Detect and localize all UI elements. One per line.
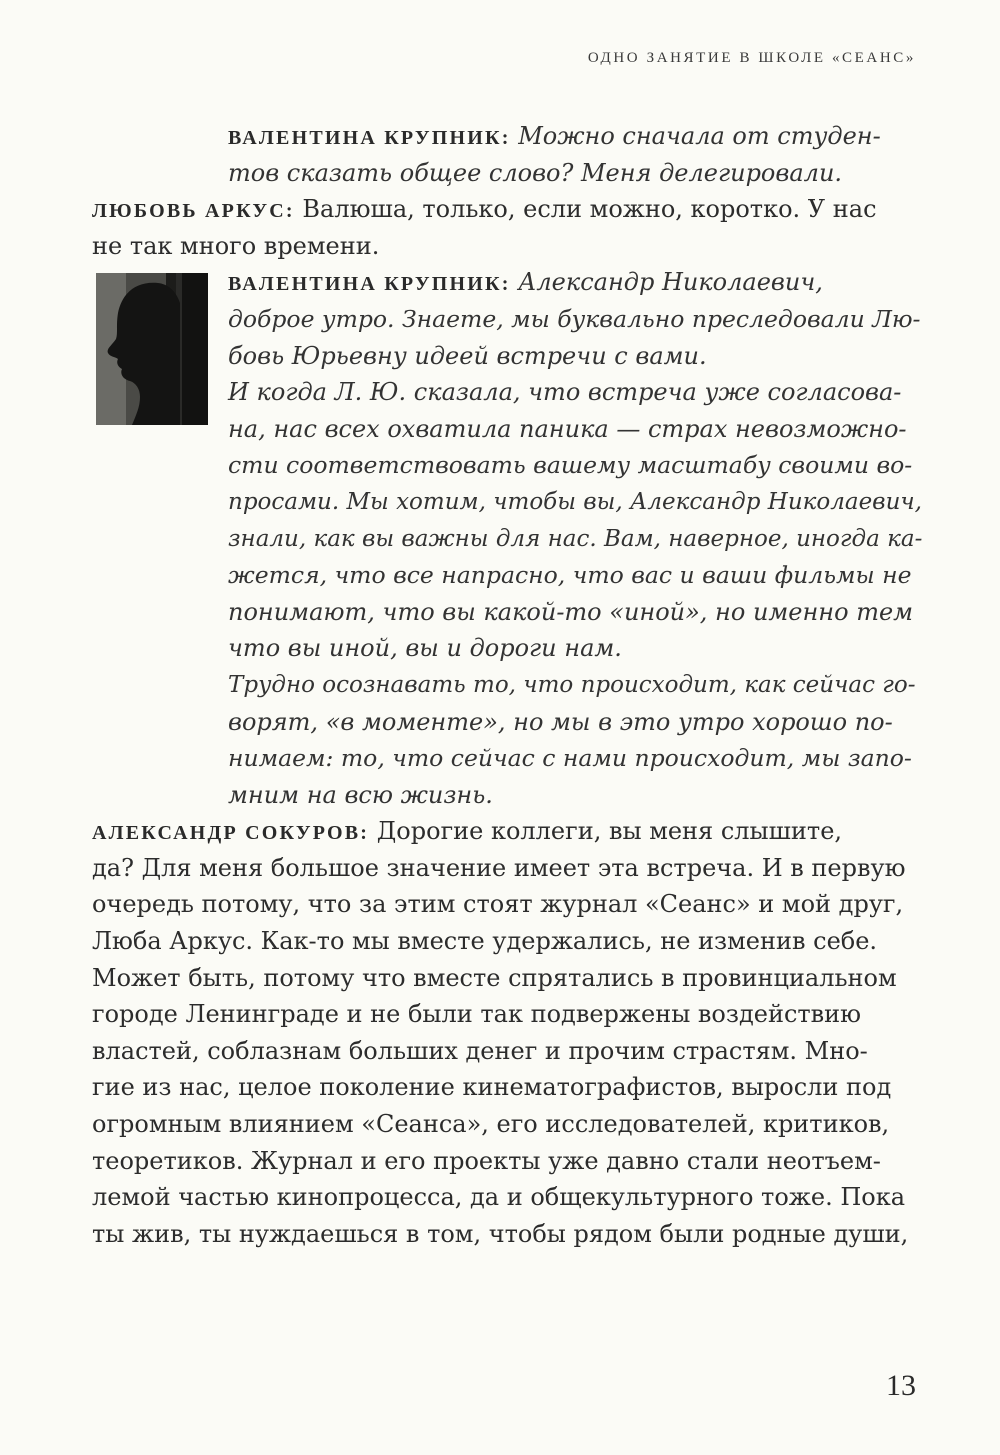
text-line: Люба Аркус. Как-то мы вместе удержались, не изменив себе. (92, 927, 878, 956)
text-line: да? Для меня большое значение имеет эта встреча. И в первую (92, 853, 906, 882)
text-line: Может быть, потому что вместе спрятались в провинциальном (92, 963, 897, 992)
text-line: мним на всю жизнь. (228, 780, 493, 809)
line-text: Валюша, только, если можно, коротко. У нас (302, 195, 877, 224)
speaker-name: ВАЛЕНТИНА КРУПНИК: (228, 273, 511, 296)
line-text: Можно сначала от студен- (518, 122, 881, 150)
page-number: 13 (886, 1369, 916, 1402)
line-text: Дорогие коллеги, вы меня слышите, (376, 817, 843, 846)
text-line: доброе утро. Знаете, мы буквально преследовали Лю- (228, 304, 921, 333)
text-line: теоретиков. Журнал и его проекты уже давно стали неотъем- (92, 1146, 881, 1175)
text-line: Трудно осознавать то, что происходит, как сейчас го- (228, 671, 916, 698)
text-line: понимают, что вы какой-то «иной», но именно тем (228, 597, 914, 626)
text-line: ты жив, ты нуждаешься в том, чтобы рядом были родные души, (92, 1219, 909, 1248)
text-line: что вы иной, вы и дороги нам. (228, 634, 622, 663)
text-line (92, 118, 922, 155)
text-line: бовь Юрьевну идеей встречи с вами. (228, 341, 707, 370)
text-line: И когда Л. Ю. сказала, что встреча уже согласова- (228, 378, 902, 407)
text-line: лемой частью кинопроцесса, да и общекультурного тоже. Пока (92, 1183, 906, 1212)
text-line: нимаем: то, что сейчас с нами происходит, мы запо- (228, 744, 912, 773)
running-head: ОДНО ЗАНЯТИЕ В ШКОЛЕ «СЕАНС» (587, 50, 916, 66)
text-line: очередь потому, что за этим стоят журнал «Сеанс» и мой друг, (92, 890, 904, 919)
text-line: сти соответствовать вашему масштабу своими во- (228, 451, 913, 480)
text-line: огромным влиянием «Сеанса», его исследователей, критиков, (92, 1110, 890, 1139)
text-line: просами. Мы хотим, чтобы вы, Александр Николаевич, (228, 488, 922, 515)
line-text: Александр Николаевич, (518, 268, 823, 297)
text-line: городе Ленинграде и не были так подвержены воздействию (92, 1000, 862, 1029)
text-line: властей, соблазнам больших денег и прочим страстям. Мно- (92, 1036, 868, 1065)
text-line: ворят, «в моменте», но мы в это утро хорошо по- (228, 707, 893, 736)
page-body (92, 118, 922, 1252)
text-line (92, 813, 922, 850)
text-line: гие из нас, целое поколение кинематографистов, выросли под (92, 1073, 892, 1102)
text-line: на, нас всех охватила паника — страх невозможно- (228, 414, 907, 443)
text-line: жется, что все напрасно, что вас и ваши фильмы не (228, 561, 912, 590)
text-line: тов сказать общее слово? Меня делегировали. (228, 158, 843, 187)
text-line (92, 264, 922, 301)
text-line: знали, как вы важны для нас. Вам, наверное, иногда ка- (228, 525, 923, 552)
text-line: не так много времени. (92, 231, 380, 260)
speaker-name: ЛЮБОВЬ АРКУС: (92, 200, 295, 223)
speaker-name: АЛЕКСАНДР СОКУРОВ: (92, 822, 370, 845)
text-line (92, 191, 922, 228)
speaker-name: ВАЛЕНТИНА КРУПНИК: (228, 127, 511, 149)
